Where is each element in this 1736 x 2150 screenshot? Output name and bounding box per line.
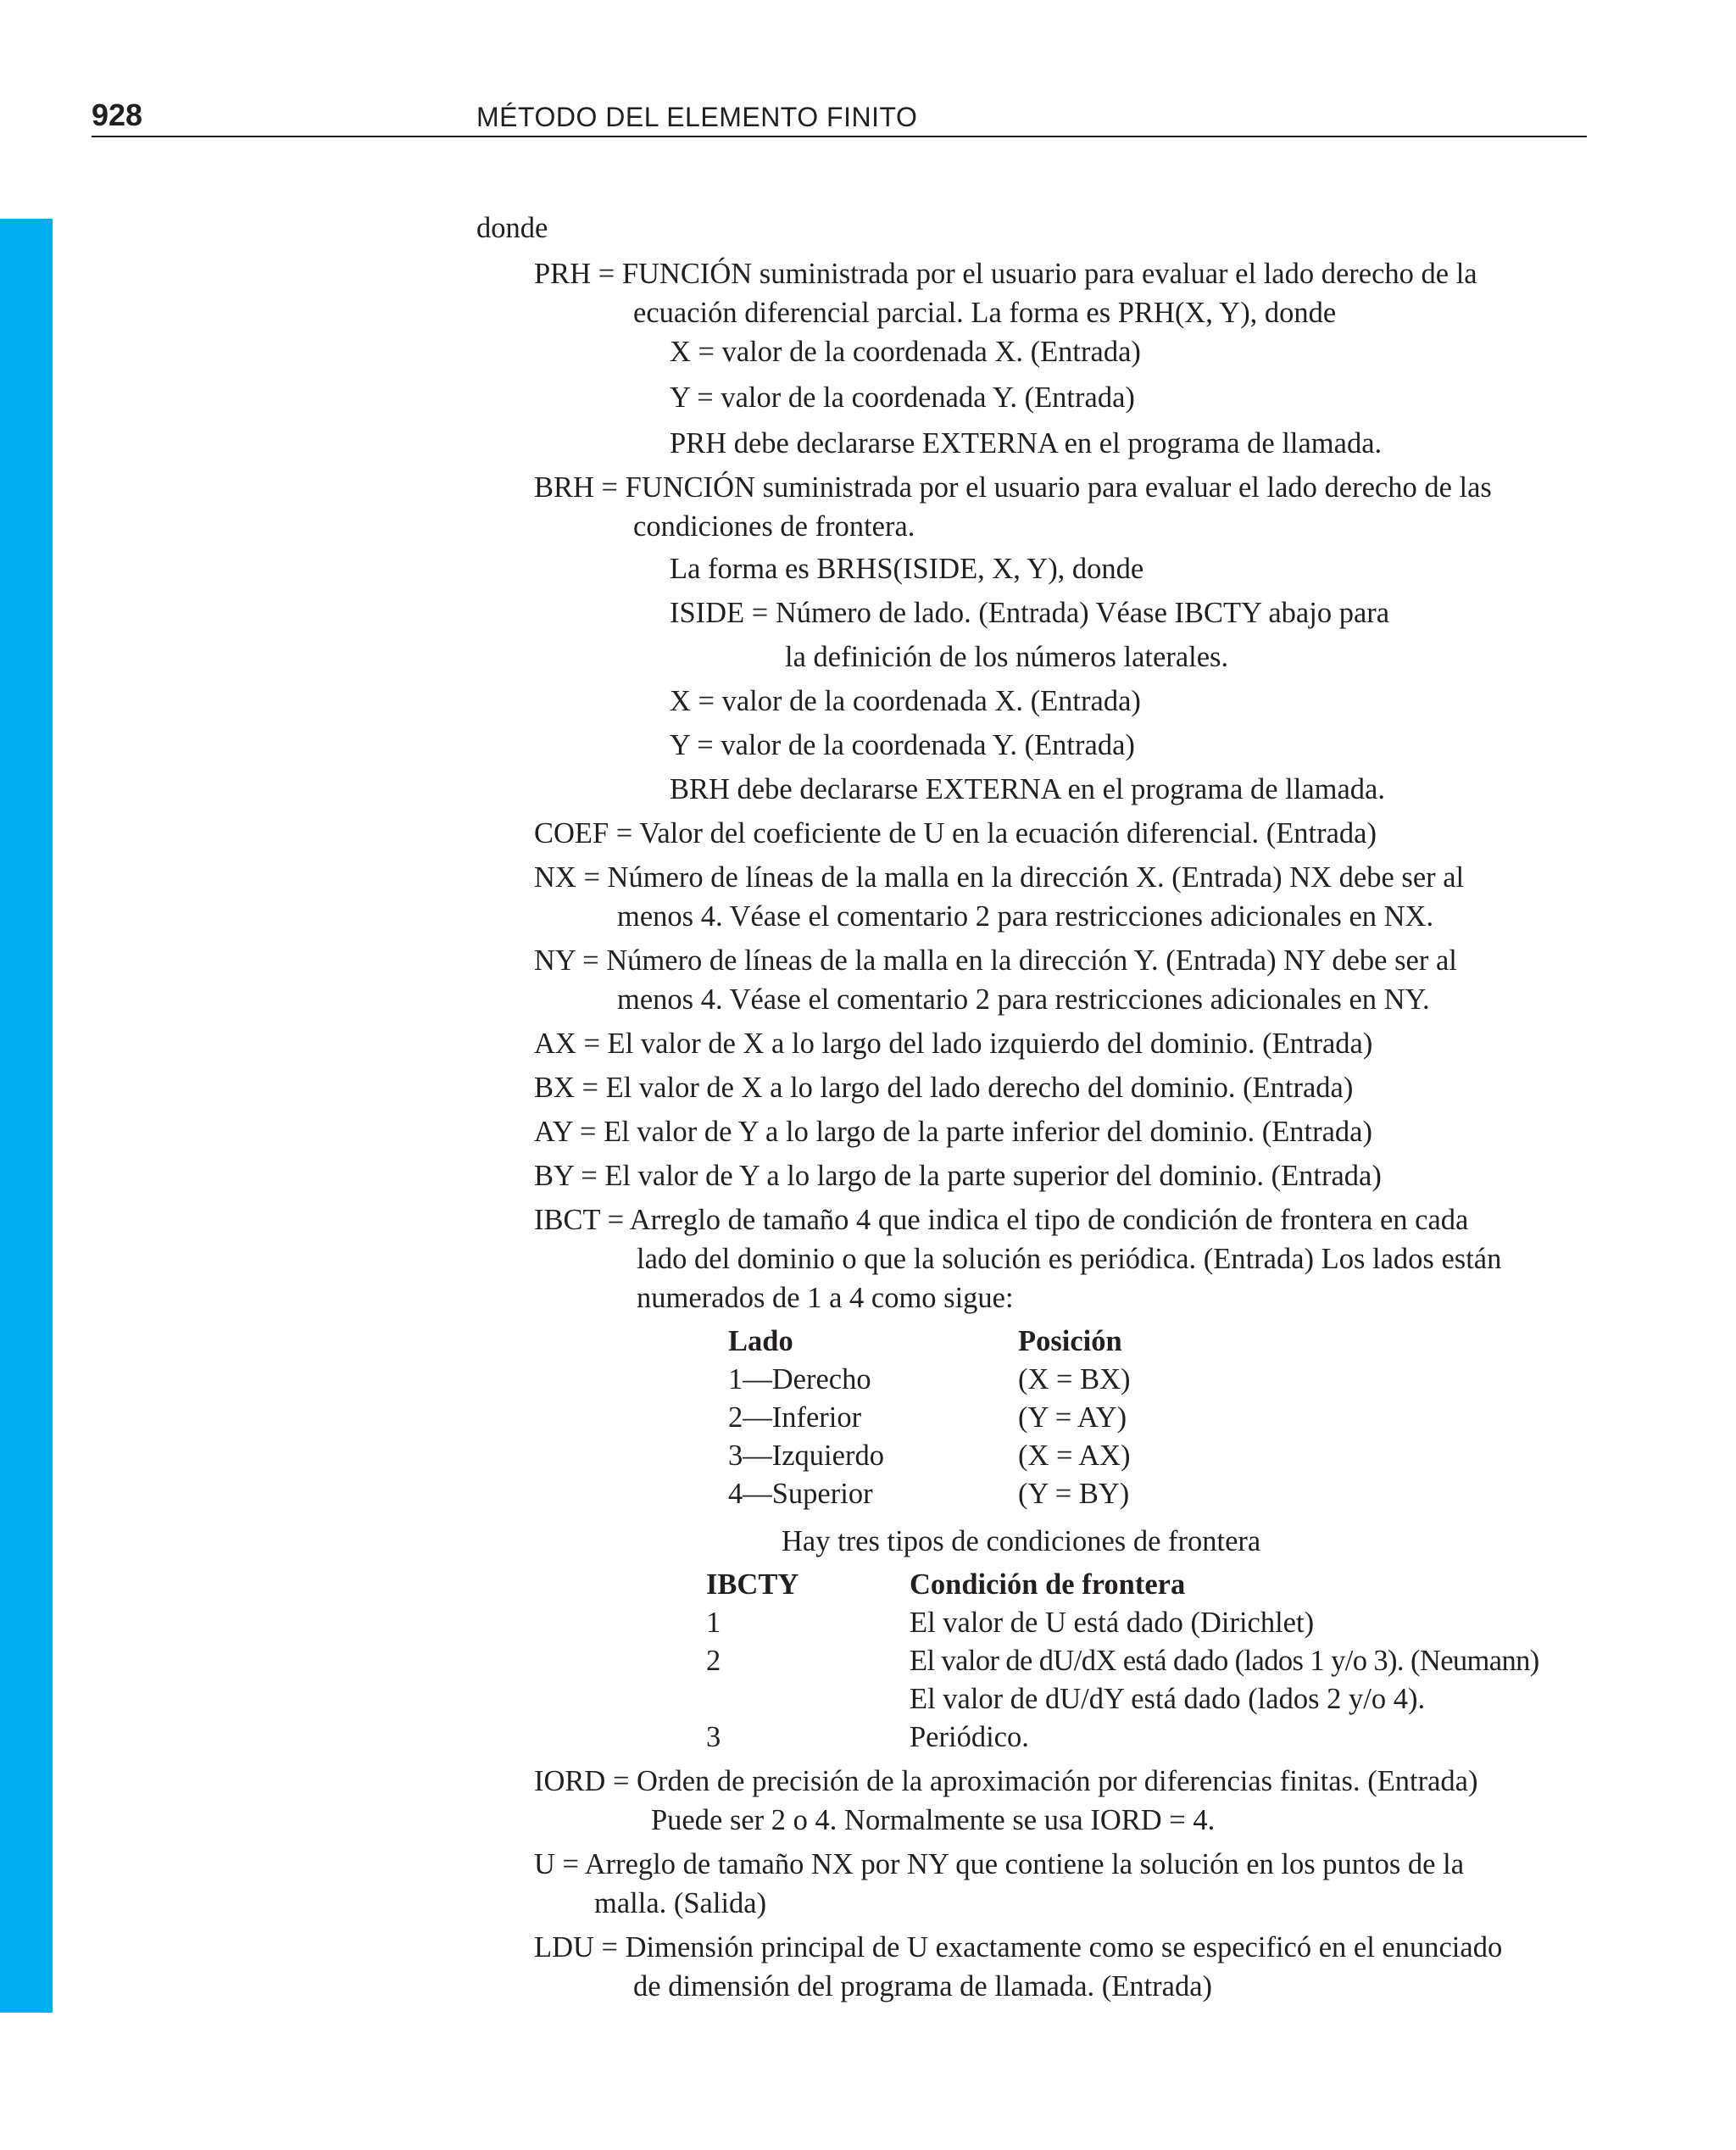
param-brh-definition: BRH = FUNCIÓN suministrada por el usuario para evaluar el lado derecho de las bbox=[534, 471, 1492, 504]
param-brh-external: BRH debe declararse EXTERNA en el programa de llamada. bbox=[670, 773, 1385, 805]
lado-table-cell: (X = BX) bbox=[1018, 1363, 1131, 1395]
param-ny-definition: NY = Número de líneas de la malla en la dirección Y. (Entrada) NY debe ser al bbox=[534, 944, 1457, 977]
param-brh-iside: ISIDE = Número de lado. (Entrada) Véase IBCTY abajo para bbox=[670, 597, 1390, 629]
param-ldu-definition: LDU = Dimensión principal de U exactamente como se especificó en el enunciado bbox=[534, 1931, 1503, 1963]
param-prh bbox=[534, 254, 1587, 463]
tipos-intro: Hay tres tipos de condiciones de frontera bbox=[782, 1525, 1261, 1557]
lado-table-header-lado: Lado bbox=[728, 1325, 793, 1357]
ibcty-table-cell: 1 bbox=[706, 1607, 721, 1639]
ibcty-table-header-ibcty: IBCTY bbox=[706, 1568, 799, 1601]
param-iord bbox=[534, 1762, 1587, 1840]
param-brh-y: Y = valor de la coordenada Y. (Entrada) bbox=[670, 729, 1135, 761]
ibcty-table-cell: El valor de dU/dY está dado (lados 2 y/o 4). bbox=[910, 1683, 1426, 1715]
param-prh-definition: PRH = FUNCIÓN suministrada por el usuario para evaluar el lado derecho de la bbox=[534, 258, 1477, 290]
param-nx bbox=[534, 858, 1587, 936]
param-brh-forma: La forma es BRHS(ISIDE, X, Y), donde bbox=[670, 553, 1144, 585]
ibcty-table-cell: El valor de dU/dX está dado (lados 1 y/o 3). (Neumann) bbox=[910, 1645, 1539, 1677]
parameter-list bbox=[476, 254, 1587, 2006]
param-ny bbox=[534, 941, 1587, 1019]
intro-text: donde bbox=[476, 212, 548, 244]
lado-table-cell: 3—Izquierdo bbox=[728, 1440, 884, 1472]
param-u-continuation: malla. (Salida) bbox=[594, 1887, 767, 1919]
ibcty-table-header-condicion: Condición de frontera bbox=[910, 1568, 1186, 1601]
param-bx: BX = El valor de X a lo largo del lado derecho del dominio. (Entrada) bbox=[534, 1072, 1354, 1104]
param-iord-definition: IORD = Orden de precisión de la aproximación por diferencias finitas. (Entrada) bbox=[534, 1765, 1478, 1797]
param-ldu-continuation: de dimensión del programa de llamada. (Entrada) bbox=[633, 1970, 1213, 2002]
param-brh bbox=[534, 468, 1587, 809]
lado-table-cell: (Y = BY) bbox=[1018, 1478, 1130, 1510]
lado-table-cell: 4—Superior bbox=[728, 1478, 873, 1510]
running-head: MÉTODO DEL ELEMENTO FINITO bbox=[476, 102, 918, 132]
param-brh-continuation: condiciones de frontera. bbox=[633, 510, 915, 543]
param-brh-x: X = valor de la coordenada X. (Entrada) bbox=[670, 685, 1141, 717]
param-ibct-continuation-2: numerados de 1 a 4 como sigue: bbox=[637, 1282, 1014, 1314]
page-header bbox=[92, 98, 1587, 139]
ibcty-table-cell: 3 bbox=[706, 1721, 721, 1753]
param-ax: AX = El valor de X a lo largo del lado izquierdo del dominio. (Entrada) bbox=[534, 1028, 1373, 1060]
ibcty-table bbox=[706, 1566, 1587, 1757]
param-prh-external: PRH debe declararse EXTERNA en el programa de llamada. bbox=[670, 427, 1383, 460]
param-ibct bbox=[534, 1200, 1587, 1757]
param-ibct-continuation-1: lado del dominio o que la solución es periódica. (Entrada) Los lados están bbox=[637, 1243, 1502, 1275]
param-u-definition: U = Arreglo de tamaño NX por NY que contiene la solución en los puntos de la bbox=[534, 1848, 1465, 1880]
param-ibct-definition: IBCT = Arreglo de tamaño 4 que indica el tipo de condición de frontera en cada bbox=[534, 1204, 1469, 1236]
param-by: BY = El valor de Y a lo largo de la parte superior del dominio. (Entrada) bbox=[534, 1160, 1382, 1192]
lado-table-header-posicion: Posición bbox=[1018, 1325, 1122, 1357]
lado-table-cell: 1—Derecho bbox=[728, 1363, 871, 1395]
param-coef: COEF = Valor del coeficiente de U en la ecuación diferencial. (Entrada) bbox=[534, 817, 1377, 849]
ibcty-table-cell: 2 bbox=[706, 1645, 721, 1677]
header-rule bbox=[92, 136, 1587, 137]
ibcty-table-cell bbox=[706, 1680, 910, 1718]
lado-table bbox=[728, 1323, 1587, 1513]
param-prh-y: Y = valor de la coordenada Y. (Entrada) bbox=[670, 382, 1135, 414]
ibcty-table-cell: El valor de U está dado (Dirichlet) bbox=[910, 1607, 1315, 1639]
side-color-bar bbox=[0, 219, 53, 2013]
param-u bbox=[534, 1845, 1587, 1923]
lado-table-cell: 2—Inferior bbox=[728, 1401, 862, 1434]
param-ay: AY = El valor de Y a lo largo de la parte inferior del dominio. (Entrada) bbox=[534, 1116, 1372, 1148]
param-nx-continuation: menos 4. Véase el comentario 2 para restricciones adicionales en NX. bbox=[617, 900, 1434, 933]
lado-table-cell: (X = AX) bbox=[1018, 1440, 1131, 1472]
ibcty-table-cell: Periódico. bbox=[910, 1721, 1029, 1753]
page-body bbox=[476, 209, 1587, 2011]
param-prh-continuation: ecuación diferencial parcial. La forma es PRH(X, Y), donde bbox=[633, 297, 1337, 329]
param-prh-x: X = valor de la coordenada X. (Entrada) bbox=[670, 336, 1141, 368]
param-brh-iside-continuation: la definición de los números laterales. bbox=[785, 641, 1229, 673]
param-ldu bbox=[534, 1928, 1587, 2006]
lado-table-cell: (Y = AY) bbox=[1018, 1401, 1127, 1434]
param-iord-continuation: Puede ser 2 o 4. Normalmente se usa IORD = 4. bbox=[651, 1804, 1216, 1836]
param-nx-definition: NX = Número de líneas de la malla en la dirección X. (Entrada) NX debe ser al bbox=[534, 861, 1465, 894]
page-number: 928 bbox=[92, 97, 143, 132]
param-ny-continuation: menos 4. Véase el comentario 2 para restricciones adicionales en NY. bbox=[617, 983, 1430, 1016]
